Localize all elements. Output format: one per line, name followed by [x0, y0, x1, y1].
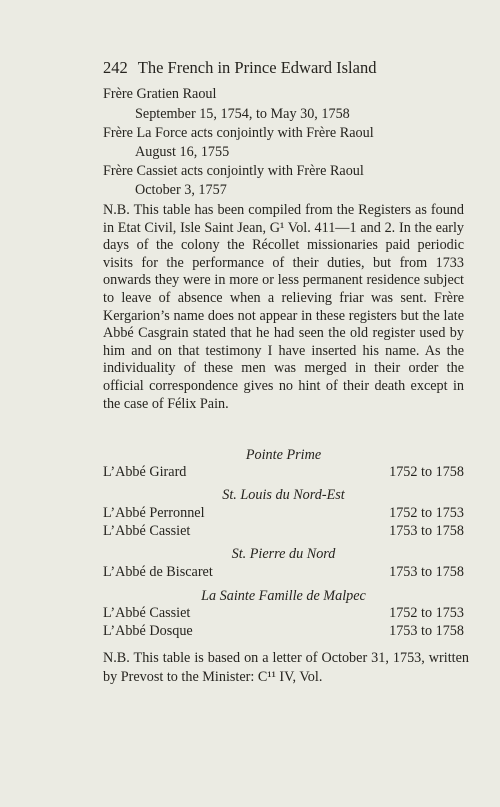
- priest-name: L’Abbé Cassiet: [103, 523, 191, 539]
- nb-paragraph: N.B. This table has been compiled from the Registers as found in Etat Civil, Isle Saint Jean, G¹ Vol. 411—1 and 2. In the early days of the colony the Récollet missionaries paid periodic visits for the performance of their duties, but from 1733 onwards they were in more or less permanent residence subject to leave of absence when a relieving friar was sent. Frère Kergarion’s name does not appear in these registers but the late Abbé Casgrain stated that he had seen the old register used by him and on that testimony I have inserted his name. As the individuality of these men was merged in their order the official correspondence gives no hint of their death except in the case of Félix Pain.: [103, 202, 464, 412]
- date-range: 1753 to 1758: [389, 564, 464, 580]
- intro-line: September 15, 1754, to May 30, 1758: [135, 106, 350, 122]
- table-row: [103, 464, 464, 481]
- section-heading: La Sainte Famille de Malpec: [201, 588, 366, 604]
- date-range: 1753 to 1758: [389, 523, 464, 539]
- table-row: [103, 623, 464, 640]
- running-header: [103, 58, 423, 78]
- intro-line: Frère Cassiet acts conjointly with Frère Raoul: [103, 163, 364, 179]
- section-heading: St. Pierre du Nord: [231, 546, 336, 562]
- table-row: [103, 605, 464, 622]
- date-range: 1753 to 1758: [389, 623, 464, 639]
- date-range: 1752 to 1758: [389, 464, 464, 480]
- running-title: The French in Prince Edward Island: [137, 58, 377, 77]
- intro-line: August 16, 1755: [135, 144, 230, 160]
- priest-name: L’Abbé de Biscaret: [103, 564, 213, 580]
- table-row: [103, 505, 464, 522]
- date-range: 1752 to 1753: [389, 505, 464, 521]
- table-row: [103, 523, 464, 540]
- table-row: [103, 564, 464, 581]
- priest-name: L’Abbé Cassiet: [103, 605, 191, 621]
- priest-name: L’Abbé Dosque: [103, 623, 193, 639]
- intro-line: October 3, 1757: [135, 182, 227, 198]
- footer-note: N.B. This table is based on a letter of October 31, 1753, written by Prevost to the Minister: C¹¹ IV, Vol.: [103, 650, 469, 685]
- section-heading: Pointe Prime: [245, 447, 322, 463]
- page-number: 242: [103, 58, 128, 77]
- intro-line: Frère La Force acts conjointly with Frère Raoul: [103, 125, 374, 141]
- priest-name: L’Abbé Perronnel: [103, 505, 205, 521]
- intro-line: Frère Gratien Raoul: [103, 86, 217, 102]
- priest-name: L’Abbé Girard: [103, 464, 187, 480]
- date-range: 1752 to 1753: [389, 605, 464, 621]
- section-heading: St. Louis du Nord-Est: [222, 487, 345, 503]
